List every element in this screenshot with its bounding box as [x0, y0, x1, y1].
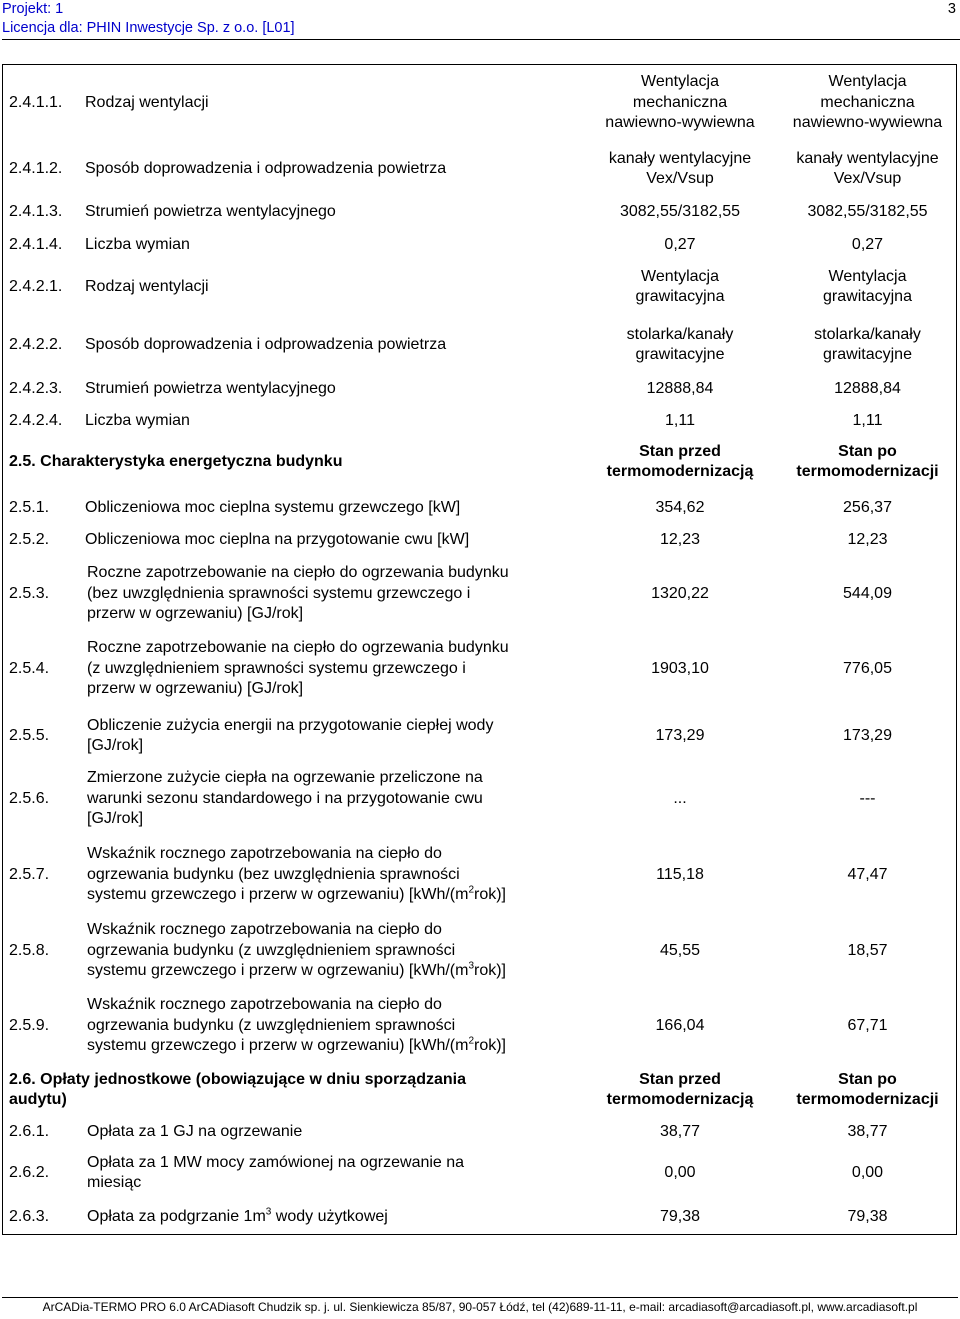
table-row — [3, 988, 956, 1064]
row-label: Strumień powietrza wentylacyjnego — [85, 379, 336, 397]
value-after: 256,37 — [843, 498, 892, 516]
table-row — [3, 764, 956, 834]
page-number: 3 — [947, 1, 956, 17]
value-before: Wentylacja grawitacyjna — [635, 267, 725, 305]
table-row — [3, 261, 956, 313]
row-number: 2.5.5. — [9, 726, 50, 744]
value-before: 45,55 — [659, 941, 701, 959]
row-label: Roczne zapotrzebowanie na ciepło do ogrzewania budynku (bez uwzględnienia sprawności systemu grzewczego i przerw w ogrzewaniu) [GJ/rok] — [87, 564, 509, 623]
value-before: 1903,10 — [651, 659, 709, 677]
row-label: Liczba wymian — [85, 235, 190, 253]
page-footer: ArCADia-TERMO PRO 6.0 ArCADiasoft Chudzik sp. j. ul. Sienkiewicza 85/87, 90-057 Łódź, tel (42)689-11-11, e-mail: arcadiasoft@arcadiasoft.pl, www.arcadiasoft.pl — [42, 1300, 918, 1314]
row-label: Obliczeniowa moc cieplna na przygotowanie cwu [kW] — [85, 530, 470, 548]
value-before: 0,27 — [664, 235, 696, 253]
value-after: Wentylacja grawitacyjna — [823, 267, 912, 305]
row-number: 2.4.2.3. — [9, 379, 63, 397]
value-after: --- — [859, 789, 876, 807]
row-number: 2.6.1. — [9, 1122, 50, 1140]
value-before: 12888,84 — [646, 379, 714, 397]
value-after: Wentylacja mechaniczna nawiewno-wywiewna — [792, 73, 943, 132]
row-label: Rodzaj wentylacji — [85, 277, 209, 295]
table-row — [3, 317, 956, 373]
value-before: 79,38 — [659, 1207, 701, 1225]
table-row — [3, 1117, 956, 1147]
value-after: stolarka/kanały grawitacyjne — [814, 325, 921, 363]
row-label: Opłata za 1 MW mocy zamówionej na ogrzewanie na miesiąc — [87, 1153, 465, 1191]
value-before: 0,00 — [664, 1163, 696, 1181]
row-label: Zmierzone zużycie ciepła na ogrzewanie przeliczone na warunki sezonu standardowego i na przygotowanie cwu [GJ/rok] — [87, 769, 483, 828]
row-number: 2.5.3. — [9, 584, 50, 602]
section-header — [3, 437, 956, 487]
row-label: Wskaźnik rocznego zapotrzebowania na ciepło do ogrzewania budynku (z uwzględnieniem sprawności systemu grzewczego i przerw w ogrzewaniu) $[kWh/(m^2rok)]$ — [87, 996, 506, 1055]
row-label: Obliczenie zużycia energii na przygotowanie ciepłej wody [GJ/rok] — [87, 716, 494, 754]
table-row — [3, 558, 956, 630]
value-before: 115,18 — [656, 865, 704, 883]
value-after: 0,27 — [851, 235, 884, 253]
row-label: Rodzaj wentylacji — [85, 93, 209, 111]
table-row — [3, 492, 956, 524]
row-number: 2.5.8. — [9, 941, 50, 959]
value-before: 3082,55/3182,55 — [619, 202, 741, 220]
section-title: 2.6. Opłaty jednostkowe (obowiązujące w dniu sporządzania audytu) — [9, 1070, 466, 1108]
table-row — [3, 405, 956, 437]
value-before: Wentylacja mechaniczna nawiewno-wywiewna — [605, 73, 755, 132]
energy-audit-table — [2, 64, 957, 1235]
table-row — [3, 524, 956, 556]
value-after: 18,57 — [847, 941, 888, 959]
table-row — [3, 65, 956, 141]
value-after: kanały wentylacyjne Vex/Vsup — [796, 149, 939, 187]
value-after: 544,09 — [843, 584, 892, 602]
row-label: Roczne zapotrzebowanie na ciepło do ogrzewania budynku (z uwzględnieniem sprawności systemu grzewczego i przerw w ogrzewaniu) [GJ/rok] — [87, 639, 509, 698]
value-before: 166,04 — [655, 1016, 705, 1034]
value-after: 79,38 — [847, 1207, 888, 1225]
header-divider — [2, 39, 960, 40]
section-header — [3, 1065, 956, 1115]
project-label: Projekt: 1 — [2, 1, 64, 17]
row-number: 2.4.1.2. — [9, 159, 63, 177]
value-after: 0,00 — [851, 1163, 884, 1181]
row-number: 2.4.1.1. — [9, 93, 63, 111]
value-after: 12,23 — [847, 530, 888, 548]
footer-divider — [2, 1297, 958, 1298]
column-header-before: Stan przed termomodernizacją — [606, 442, 754, 480]
row-label: Sposób doprowadzenia i odprowadzenia powietrza — [85, 159, 447, 177]
row-number: 2.4.2.1. — [9, 277, 63, 295]
table-row — [3, 196, 956, 228]
row-number: 2.4.1.3. — [9, 202, 63, 220]
value-after: 3082,55/3182,55 — [807, 202, 928, 220]
value-after: 776,05 — [843, 659, 892, 677]
row-number: 2.4.2.2. — [9, 335, 63, 353]
value-after: 173,29 — [843, 726, 892, 744]
table-row — [3, 914, 956, 988]
row-number: 2.5.4. — [9, 659, 50, 677]
table-row — [3, 1201, 956, 1233]
row-number: 2.5.1. — [9, 498, 50, 516]
value-before: ... — [673, 789, 687, 807]
row-label: Strumień powietrza wentylacyjnego — [85, 202, 336, 220]
row-label: Opłata za 1 GJ na ogrzewanie — [87, 1122, 303, 1140]
table-row — [3, 229, 956, 261]
row-label: Wskaźnik rocznego zapotrzebowania na ciepło do ogrzewania budynku (bez uwzględnienia sprawności systemu grzewczego i przerw w ogrzewaniu) $[kWh/(m^2rok)]$ — [87, 845, 506, 904]
row-number: 2.5.9. — [9, 1016, 50, 1034]
row-number: 2.6.2. — [9, 1163, 50, 1181]
row-label: Sposób doprowadzenia i odprowadzenia powietrza — [85, 335, 447, 353]
value-before: 38,77 — [659, 1122, 701, 1140]
section-title: 2.5. Charakterystyka energetyczna budynku — [9, 452, 343, 470]
value-before: 173,29 — [655, 726, 705, 744]
row-label: Opłata za podgrzanie $1m^3$ wody użytkowej — [87, 1206, 388, 1225]
table-row — [3, 838, 956, 912]
value-before: 12,23 — [659, 530, 701, 548]
row-number: 2.6.3. — [9, 1207, 50, 1225]
column-header-after: Stan po termomodernizacji — [796, 1070, 939, 1108]
value-before: 354,62 — [655, 498, 705, 516]
table-row — [3, 708, 956, 764]
table-row — [3, 1149, 956, 1197]
value-after: 1,11 — [852, 411, 883, 429]
value-after: 12888,84 — [834, 379, 901, 397]
row-label: Obliczeniowa moc cieplna systemu grzewczego [kW] — [85, 498, 461, 516]
value-before: 1320,22 — [651, 584, 709, 602]
column-header-after: Stan po termomodernizacji — [796, 442, 939, 480]
row-number: 2.4.2.4. — [9, 411, 63, 429]
row-number: 2.5.2. — [9, 530, 50, 548]
row-number: 2.5.6. — [9, 789, 50, 807]
value-after: 47,47 — [847, 865, 888, 883]
table-row — [3, 630, 956, 708]
row-number: 2.4.1.4. — [9, 235, 63, 253]
table-row — [3, 373, 956, 405]
row-label: Liczba wymian — [85, 411, 190, 429]
value-after: 38,77 — [847, 1122, 888, 1140]
column-header-before: Stan przed termomodernizacją — [606, 1070, 754, 1108]
table-row — [3, 144, 956, 194]
value-after: 67,71 — [847, 1016, 888, 1034]
value-before: 1,11 — [665, 411, 695, 429]
page-header — [2, 0, 295, 38]
row-number: 2.5.7. — [9, 865, 50, 883]
row-label: Wskaźnik rocznego zapotrzebowania na ciepło do ogrzewania budynku (z uwzględnieniem sprawności systemu grzewczego i przerw w ogrzewaniu) $[kWh/(m^3rok)]$ — [87, 921, 506, 980]
value-before: kanały wentylacyjne Vex/Vsup — [608, 149, 752, 187]
value-before: stolarka/kanały grawitacyjne — [626, 325, 734, 363]
license-label: Licencja dla: PHIN Inwestycje Sp. z o.o. [L01] — [2, 20, 295, 36]
